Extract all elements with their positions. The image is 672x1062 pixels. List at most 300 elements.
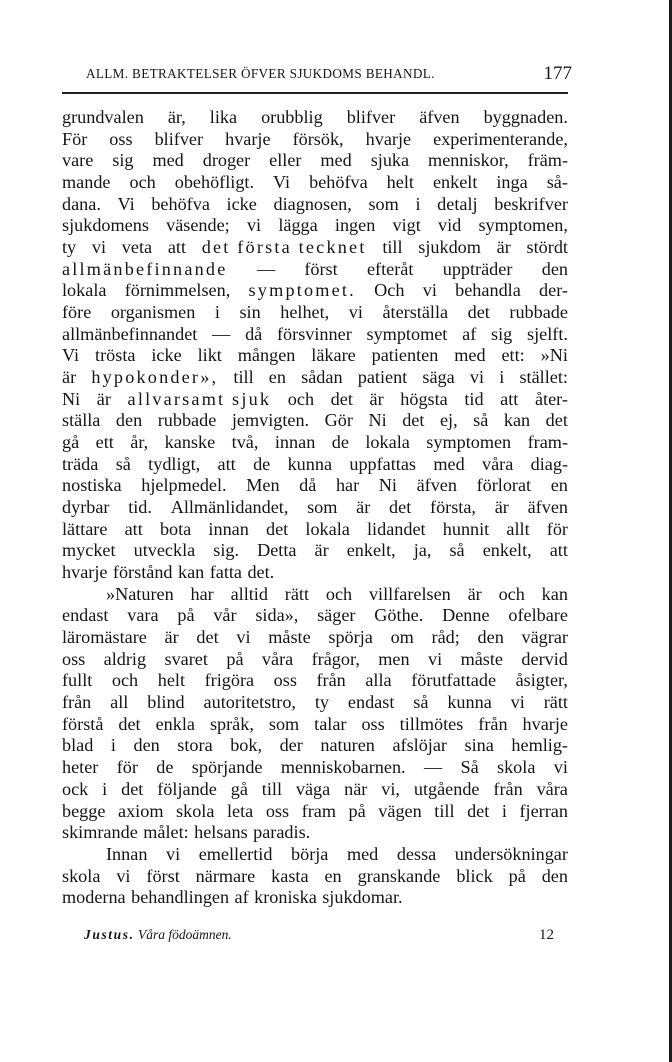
word: så bbox=[473, 410, 489, 431]
word: högsta bbox=[400, 388, 448, 409]
word: äfven bbox=[416, 475, 457, 496]
word: autoritetstro, bbox=[203, 692, 296, 713]
word: med bbox=[346, 843, 379, 864]
word: ock bbox=[62, 778, 89, 799]
word: Så bbox=[460, 757, 479, 778]
word: träda bbox=[62, 453, 99, 474]
word: vare bbox=[62, 150, 94, 171]
word: åsigter, bbox=[515, 670, 568, 691]
word: det första tecknet bbox=[201, 237, 367, 258]
word: svaret bbox=[164, 648, 208, 669]
word: tid bbox=[464, 388, 484, 409]
word: gå bbox=[62, 432, 80, 453]
text-line bbox=[62, 302, 568, 324]
word: sjukdomens bbox=[62, 215, 149, 236]
word: råd; bbox=[431, 627, 460, 648]
word: det bbox=[402, 410, 425, 431]
word: förnimmelsen, bbox=[124, 280, 231, 301]
word: ett: bbox=[501, 345, 525, 366]
word: tydligt, bbox=[148, 453, 201, 474]
word: det bbox=[330, 388, 353, 409]
word: vara bbox=[127, 605, 159, 626]
word: enkelt bbox=[432, 172, 478, 193]
text-line bbox=[62, 150, 568, 172]
word: leta bbox=[227, 800, 254, 821]
word: sig. bbox=[213, 540, 240, 561]
word: Gör bbox=[324, 410, 353, 431]
word: efteråt bbox=[366, 258, 414, 279]
word: ingen bbox=[334, 215, 376, 236]
word: har bbox=[190, 583, 214, 604]
word: sida», bbox=[255, 605, 299, 626]
word: sjukdom bbox=[418, 237, 481, 258]
footer-author: Justus. bbox=[84, 927, 135, 942]
word: likt bbox=[197, 345, 222, 366]
word: fatta bbox=[209, 562, 242, 583]
running-head bbox=[62, 63, 572, 87]
word: som bbox=[307, 497, 338, 518]
word: kan bbox=[503, 410, 531, 431]
word: af bbox=[462, 323, 477, 344]
word: vi bbox=[510, 692, 525, 713]
word: uppträder bbox=[442, 258, 513, 279]
text-line bbox=[62, 172, 568, 194]
text-line bbox=[62, 475, 568, 497]
word: helhet, bbox=[280, 302, 330, 323]
word: Men bbox=[246, 475, 280, 496]
text-line bbox=[62, 107, 568, 129]
word: symptomet bbox=[366, 323, 448, 344]
word: Denne bbox=[442, 605, 490, 626]
word: dana. bbox=[62, 193, 101, 214]
word: Vi bbox=[62, 345, 80, 366]
word: kunna bbox=[447, 692, 492, 713]
word: kanske bbox=[164, 432, 216, 453]
word: närmare bbox=[195, 865, 256, 886]
word: år, bbox=[130, 432, 149, 453]
word: säger bbox=[317, 605, 356, 626]
word: i bbox=[110, 735, 116, 756]
word: är bbox=[496, 237, 511, 258]
word: hemlig- bbox=[511, 735, 568, 756]
word: sig bbox=[491, 323, 513, 344]
word: i bbox=[501, 800, 507, 821]
word: endast bbox=[62, 605, 109, 626]
word: dessa bbox=[396, 843, 437, 864]
word: allmänbefinnandet bbox=[62, 323, 198, 344]
word: der- bbox=[539, 280, 568, 301]
word: en bbox=[550, 475, 568, 496]
footer-book-title: Våra födoämnen. bbox=[137, 927, 232, 942]
word: det bbox=[545, 410, 568, 431]
word: hvarje bbox=[522, 713, 568, 734]
word: måste bbox=[460, 648, 504, 669]
word: vägrar bbox=[521, 627, 568, 648]
word: förstå bbox=[62, 713, 104, 734]
word: veta bbox=[121, 237, 153, 258]
word: orubblig bbox=[261, 107, 323, 127]
word: det bbox=[196, 627, 219, 648]
text-line bbox=[62, 540, 568, 562]
word: af bbox=[234, 887, 249, 908]
word: lidandet bbox=[367, 518, 426, 539]
word: är bbox=[96, 388, 111, 409]
word: behöfva bbox=[309, 172, 368, 193]
word: talar bbox=[314, 713, 347, 734]
word: måste bbox=[268, 627, 311, 648]
text-line bbox=[62, 280, 568, 302]
word: oss bbox=[361, 713, 385, 734]
word: skola bbox=[176, 800, 215, 821]
word: lokala bbox=[365, 432, 410, 453]
word: sina bbox=[464, 735, 494, 756]
word: med bbox=[152, 150, 184, 171]
word: från bbox=[316, 670, 346, 691]
word: moderna bbox=[62, 887, 126, 908]
word: uppfattas bbox=[349, 453, 417, 474]
word: först bbox=[304, 258, 338, 279]
word: alla bbox=[365, 670, 392, 691]
word: oss bbox=[109, 128, 133, 149]
word: sjukdomar. bbox=[322, 887, 403, 908]
word: vi bbox=[116, 865, 131, 886]
word: rätt bbox=[543, 692, 568, 713]
word: lägga bbox=[278, 215, 318, 236]
word: lika bbox=[209, 107, 238, 127]
word: droger bbox=[202, 150, 251, 171]
text-line bbox=[62, 584, 568, 606]
word: är bbox=[164, 627, 179, 648]
word: bok, bbox=[230, 735, 263, 756]
running-title: ALLM. BETRAKTELSER ÖFVER SJUKDOMS BEHANDL. bbox=[86, 66, 435, 81]
word: undersökningar bbox=[454, 843, 568, 864]
word: rubbade bbox=[509, 302, 568, 323]
word: allvarsamt sjuk bbox=[127, 388, 272, 409]
text-line bbox=[62, 866, 568, 888]
word: patient bbox=[357, 367, 408, 388]
word: vi bbox=[428, 648, 443, 669]
word: tid. bbox=[128, 497, 152, 518]
word: helsans bbox=[194, 822, 248, 843]
word: innan bbox=[274, 432, 316, 453]
word: vi bbox=[236, 627, 251, 648]
word: vår bbox=[213, 605, 237, 626]
word: symptomen bbox=[426, 432, 512, 453]
text-line bbox=[62, 844, 568, 866]
word: är bbox=[62, 367, 77, 388]
word: första, bbox=[430, 497, 476, 518]
word: oss bbox=[265, 800, 290, 821]
body-text bbox=[62, 107, 568, 909]
word: helt bbox=[157, 670, 186, 691]
word: att bbox=[549, 540, 568, 561]
word: paradis. bbox=[253, 822, 311, 843]
word: grundvalen bbox=[62, 107, 144, 127]
word: från bbox=[493, 778, 523, 799]
word: vi bbox=[246, 215, 262, 236]
word: de bbox=[156, 757, 174, 778]
word: stället: bbox=[519, 367, 568, 388]
word: de bbox=[331, 432, 349, 453]
word: vi bbox=[348, 302, 363, 323]
word: på bbox=[226, 648, 244, 669]
word: fram bbox=[301, 800, 336, 821]
word: spörjande bbox=[191, 757, 263, 778]
word: kunna bbox=[287, 453, 333, 474]
sheet-number: 12 bbox=[539, 927, 554, 943]
word: vi bbox=[469, 367, 485, 388]
word: Ni bbox=[62, 388, 81, 409]
word: lokala bbox=[305, 518, 350, 539]
word: sin bbox=[239, 302, 261, 323]
text-line bbox=[62, 649, 568, 671]
word: från bbox=[478, 713, 508, 734]
word: ja, bbox=[413, 540, 432, 561]
word: en bbox=[268, 367, 286, 388]
word: förlorat bbox=[476, 475, 532, 496]
text-line bbox=[62, 887, 568, 909]
word: Vi bbox=[117, 193, 135, 214]
word: Och bbox=[374, 280, 405, 301]
word: hunnit bbox=[442, 518, 490, 539]
word: ofelbare bbox=[508, 605, 568, 626]
word: trösta bbox=[95, 345, 136, 366]
word: hvarje bbox=[225, 128, 271, 149]
word: axiom bbox=[118, 800, 164, 821]
word: enkla bbox=[155, 713, 195, 734]
text-line bbox=[62, 367, 568, 389]
word: i bbox=[415, 193, 421, 214]
word: allt bbox=[506, 518, 530, 539]
word: åter- bbox=[534, 388, 568, 409]
text-line bbox=[62, 692, 568, 714]
word: äfven bbox=[419, 107, 460, 127]
word: ett bbox=[95, 432, 114, 453]
word: lättare bbox=[62, 518, 108, 539]
word: inga bbox=[496, 172, 528, 193]
word: all bbox=[110, 692, 129, 713]
header-rule bbox=[62, 92, 568, 94]
word: sig bbox=[112, 150, 134, 171]
word: frigöra bbox=[204, 670, 255, 691]
word: blifver bbox=[154, 128, 204, 149]
word: skimrande bbox=[62, 822, 138, 843]
word: villfarelsen bbox=[368, 583, 451, 604]
word: utgående bbox=[413, 778, 480, 799]
page-number: 177 bbox=[543, 63, 572, 84]
word: det bbox=[266, 518, 289, 539]
word: och bbox=[325, 583, 353, 604]
word: det bbox=[467, 302, 490, 323]
text-line bbox=[62, 410, 568, 432]
text-line bbox=[62, 757, 568, 779]
page-footer bbox=[62, 925, 568, 949]
word: byggnaden. bbox=[483, 107, 568, 127]
word: hjelpmedel. bbox=[141, 475, 227, 496]
text-line bbox=[62, 605, 568, 627]
word: att bbox=[167, 237, 186, 258]
word: symptomet. bbox=[248, 280, 356, 301]
word: organismen bbox=[110, 302, 196, 323]
word: Vi bbox=[273, 172, 291, 193]
text-line bbox=[62, 497, 568, 519]
word: försök, bbox=[292, 128, 344, 149]
word: mande bbox=[62, 172, 111, 193]
word: utveckla bbox=[133, 540, 196, 561]
word: den bbox=[477, 627, 504, 648]
word: »Naturen bbox=[106, 583, 174, 604]
word: dyrbar bbox=[62, 497, 110, 518]
word: afslöjar bbox=[392, 735, 447, 756]
word: i bbox=[499, 367, 505, 388]
word: läromästare bbox=[62, 627, 147, 648]
word: tillmötes bbox=[399, 713, 464, 734]
word: alltid bbox=[230, 583, 268, 604]
word: oss bbox=[62, 648, 86, 669]
text-line bbox=[62, 822, 568, 844]
word: om bbox=[390, 627, 414, 648]
word: vigt bbox=[392, 215, 421, 236]
word: fjerran bbox=[519, 800, 568, 821]
word: obehöfligt. bbox=[174, 172, 255, 193]
word: två, bbox=[231, 432, 259, 453]
word: vid bbox=[438, 215, 462, 236]
word: vägen bbox=[378, 800, 422, 821]
word: den bbox=[133, 735, 160, 756]
text-line bbox=[62, 627, 568, 649]
word: endast bbox=[347, 692, 395, 713]
word: förstånd bbox=[112, 562, 173, 583]
word: på bbox=[348, 800, 366, 821]
word: aldrig bbox=[103, 648, 147, 669]
word: det bbox=[121, 778, 144, 799]
word: behandla bbox=[455, 280, 521, 301]
word: att bbox=[500, 388, 519, 409]
word: att bbox=[217, 453, 236, 474]
word: så bbox=[413, 692, 429, 713]
text-line bbox=[62, 194, 568, 216]
word: försvinner bbox=[277, 323, 352, 344]
word: spörja bbox=[328, 627, 373, 648]
word: det bbox=[467, 800, 490, 821]
word: oss bbox=[273, 670, 297, 691]
word: främ- bbox=[527, 150, 568, 171]
word: för bbox=[116, 757, 138, 778]
word: är bbox=[494, 497, 509, 518]
word: när bbox=[344, 778, 368, 799]
word: som bbox=[368, 193, 399, 214]
word: att bbox=[124, 518, 143, 539]
word: vi bbox=[165, 843, 181, 864]
word: mången bbox=[237, 345, 296, 366]
word: dervid bbox=[521, 648, 568, 669]
word: enkelt, bbox=[482, 540, 532, 561]
word: gå bbox=[230, 778, 248, 799]
word: vi bbox=[553, 757, 568, 778]
word: stördt bbox=[526, 237, 568, 258]
word: då bbox=[245, 323, 263, 344]
signature-line bbox=[84, 927, 232, 943]
word: — bbox=[256, 258, 275, 279]
word: kroniska bbox=[254, 887, 317, 908]
text-line bbox=[62, 129, 568, 151]
word: med bbox=[433, 453, 465, 474]
word: så bbox=[115, 453, 131, 474]
word: blifver bbox=[346, 107, 396, 127]
word: våra bbox=[482, 453, 514, 474]
word: och bbox=[498, 583, 525, 604]
word: och bbox=[129, 172, 156, 193]
text-line bbox=[62, 259, 568, 281]
text-line bbox=[62, 345, 568, 367]
word: till bbox=[382, 237, 403, 258]
word: det bbox=[389, 497, 412, 518]
word: icke bbox=[151, 345, 182, 366]
word: — bbox=[212, 323, 231, 344]
word: den bbox=[541, 865, 568, 886]
word: hypokonder», bbox=[91, 367, 219, 388]
word: diag- bbox=[530, 453, 568, 474]
word: kasta bbox=[271, 865, 309, 886]
word: allmänbefinnande bbox=[62, 258, 228, 279]
word: hvarje bbox=[62, 562, 108, 583]
word: vi bbox=[91, 237, 107, 258]
word: icke bbox=[226, 193, 257, 214]
word: ställa bbox=[62, 410, 101, 431]
text-line bbox=[62, 670, 568, 692]
word: återställa bbox=[382, 302, 449, 323]
word: men bbox=[378, 648, 410, 669]
word: behöfva bbox=[151, 193, 210, 214]
word: skola bbox=[62, 865, 101, 886]
word: stora bbox=[177, 735, 213, 756]
word: blad bbox=[62, 735, 94, 756]
text-line bbox=[62, 735, 568, 757]
word: frågor, bbox=[311, 648, 360, 669]
word: på bbox=[508, 865, 526, 886]
word: nostiska bbox=[62, 475, 122, 496]
word: äfven bbox=[527, 497, 568, 518]
word: före bbox=[62, 302, 92, 323]
word: helt bbox=[386, 172, 414, 193]
word: emellertid bbox=[198, 843, 273, 864]
word: som bbox=[268, 713, 300, 734]
word: börja bbox=[291, 843, 329, 864]
word: förutfattade bbox=[411, 670, 497, 691]
word: innan bbox=[208, 518, 249, 539]
word: till bbox=[434, 800, 455, 821]
word: det. bbox=[247, 562, 275, 583]
word: i bbox=[214, 302, 220, 323]
word: fullt bbox=[62, 670, 93, 691]
word: hvarje bbox=[365, 128, 412, 149]
word: våra bbox=[536, 778, 568, 799]
word: och bbox=[287, 388, 315, 409]
word: detalj bbox=[437, 193, 478, 214]
word: experimenterande, bbox=[433, 128, 568, 149]
word: har bbox=[335, 475, 360, 496]
text-line bbox=[62, 389, 568, 411]
text-line bbox=[62, 215, 568, 237]
word: är, bbox=[167, 107, 186, 127]
word: »Ni bbox=[540, 345, 568, 366]
word: från bbox=[62, 692, 92, 713]
text-line bbox=[62, 454, 568, 476]
word: behandlingen bbox=[131, 887, 230, 908]
word: fram- bbox=[527, 432, 568, 453]
word: då bbox=[299, 475, 317, 496]
text-line bbox=[62, 801, 568, 823]
